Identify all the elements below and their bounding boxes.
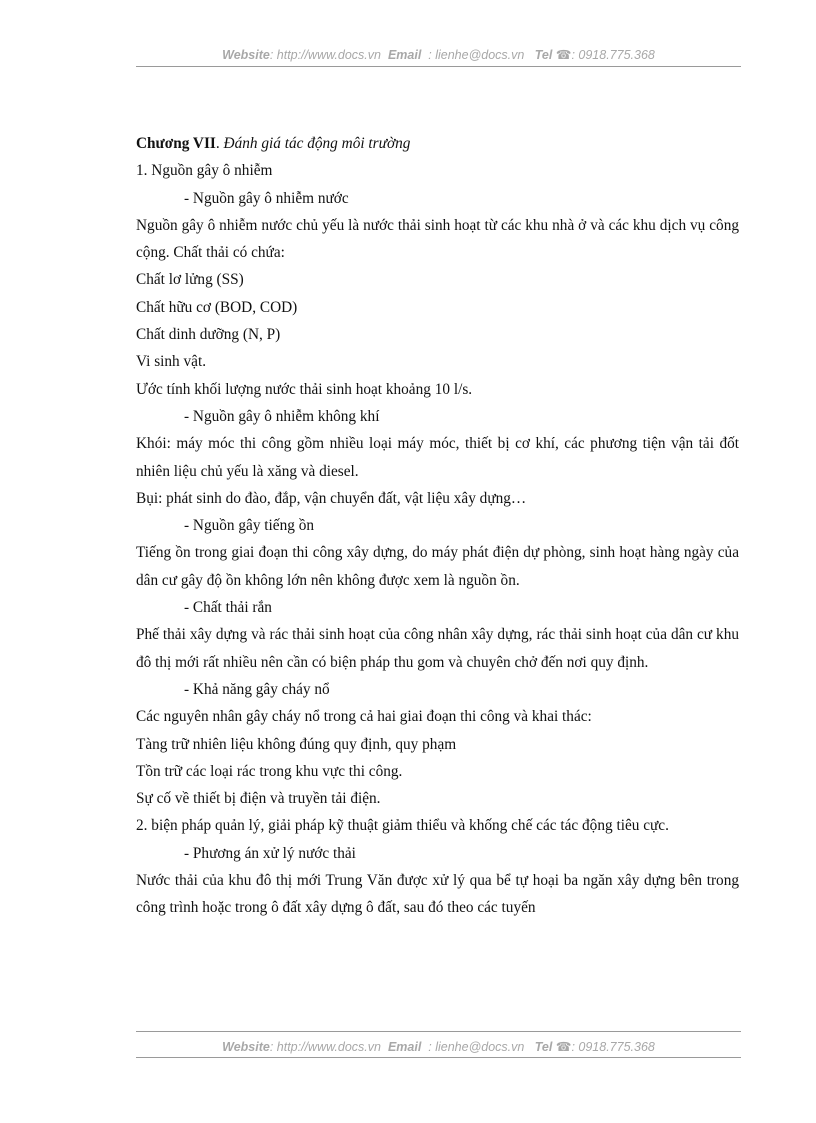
list-item: Tàng trữ nhiên liệu không đúng quy định, quy phạm <box>136 735 457 753</box>
subheading-water-pollution: - Nguồn gây ô nhiễm nước <box>184 189 349 207</box>
page-header <box>136 47 741 63</box>
paragraph-noise: Tiếng ồn trong giai đoạn thi công xây dựng, do máy phát điện dự phòng, sinh hoạt hàng ngày của dân cư gây độ ồn không lớn nên không được xem là nguồn ồn. <box>136 544 739 589</box>
subheading-noise: - Nguồn gây tiếng ồn <box>184 517 315 535</box>
subheading-air-pollution: - Nguồn gây ô nhiễm không khí <box>184 407 380 425</box>
paragraph-smoke: Khói: máy móc thi công gồm nhiều loại máy móc, thiết bị cơ khí, các phương tiện vận tải đốt nhiên liệu chủ yếu là xăng và diesel. <box>136 435 739 480</box>
header-email-value: : lienhe@docs.vn <box>428 48 525 62</box>
paragraph-wastewater-treatment: Nước thải của khu đô thị mới Trung Văn được xử lý qua bể tự hoại ba ngăn xây dựng bên trong công trình hoặc trong ô đất xây dựng ô đất, sau đó theo các tuyến <box>136 872 739 917</box>
paragraph-wastewater-estimate: Ước tính khối lượng nước thải sinh hoạt khoảng 10 l/s. <box>136 380 473 398</box>
footer-website-value: : http://www.docs.vn <box>269 1040 381 1054</box>
subheading-solid-waste: - Chất thải rắn <box>184 599 272 617</box>
document-body <box>136 130 739 922</box>
subheading-wastewater-treatment: - Phương án xử lý nước thải <box>184 844 356 862</box>
list-item: Chất dinh dưỡng (N, P) <box>136 326 281 344</box>
paragraph-dust: Bụi: phát sinh do đào, đắp, vận chuyển đất, vật liệu xây dựng… <box>136 489 527 507</box>
chapter-heading <box>136 130 739 157</box>
footer-tel-label: Tel <box>534 1040 553 1054</box>
chapter-label: Chương VII <box>136 135 216 152</box>
list-item: Tồn trữ các loại rác trong khu vực thi công. <box>136 762 403 780</box>
footer-website-label: Website <box>222 1040 270 1054</box>
header-website-value: : http://www.docs.vn <box>269 48 381 62</box>
header-tel-label: Tel <box>534 48 553 62</box>
chapter-title: Đánh giá tác động môi trường <box>223 135 411 152</box>
paragraph-solid-waste: Phế thải xây dựng và rác thải sinh hoạt của công nhân xây dựng, rác thải sinh hoạt của dân cư khu đô thị mới rất nhiều nên cần có biện pháp thu gom và chuyên chở đến nơi quy định. <box>136 626 739 671</box>
paragraph-water-sources: Nguồn gây ô nhiễm nước chủ yếu là nước thải sinh hoạt từ các khu nhà ở và các khu dịch vụ công cộng. Chất thải có chứa: <box>136 216 739 262</box>
section-heading-1: 1. Nguồn gây ô nhiễm <box>136 162 273 180</box>
chapter-separator: . <box>215 135 220 152</box>
footer-email-value: : lienhe@docs.vn <box>428 1040 525 1054</box>
footer-tel-value: : 0918.775.368 <box>571 1040 655 1054</box>
header-email-label: Email <box>387 48 422 62</box>
header-rule <box>136 66 741 67</box>
list-item: Vi sinh vật. <box>136 353 207 371</box>
phone-icon: ☎ <box>555 48 572 62</box>
section-heading-2: 2. biện pháp quản lý, giải pháp kỹ thuật giảm thiểu và khống chế các tác động tiêu cực. <box>136 817 669 835</box>
footer-rule-bottom <box>136 1057 741 1058</box>
header-tel-value: : 0918.775.368 <box>571 48 655 62</box>
list-item: Chất lơ lửng (SS) <box>136 271 244 289</box>
footer-rule-top <box>136 1031 741 1032</box>
paragraph-fire-causes: Các nguyên nhân gây cháy nổ trong cả hai giai đoạn thi công và khai thác: <box>136 708 592 726</box>
list-item: Sự cố về thiết bị điện và truyền tải điện. <box>136 790 381 808</box>
subheading-fire-risk: - Khả năng gây cháy nổ <box>184 680 330 698</box>
page-footer <box>136 1039 741 1055</box>
header-website-label: Website <box>222 48 270 62</box>
phone-icon: ☎ <box>555 1040 572 1054</box>
list-item: Chất hữu cơ (BOD, COD) <box>136 298 298 316</box>
footer-email-label: Email <box>387 1040 422 1054</box>
